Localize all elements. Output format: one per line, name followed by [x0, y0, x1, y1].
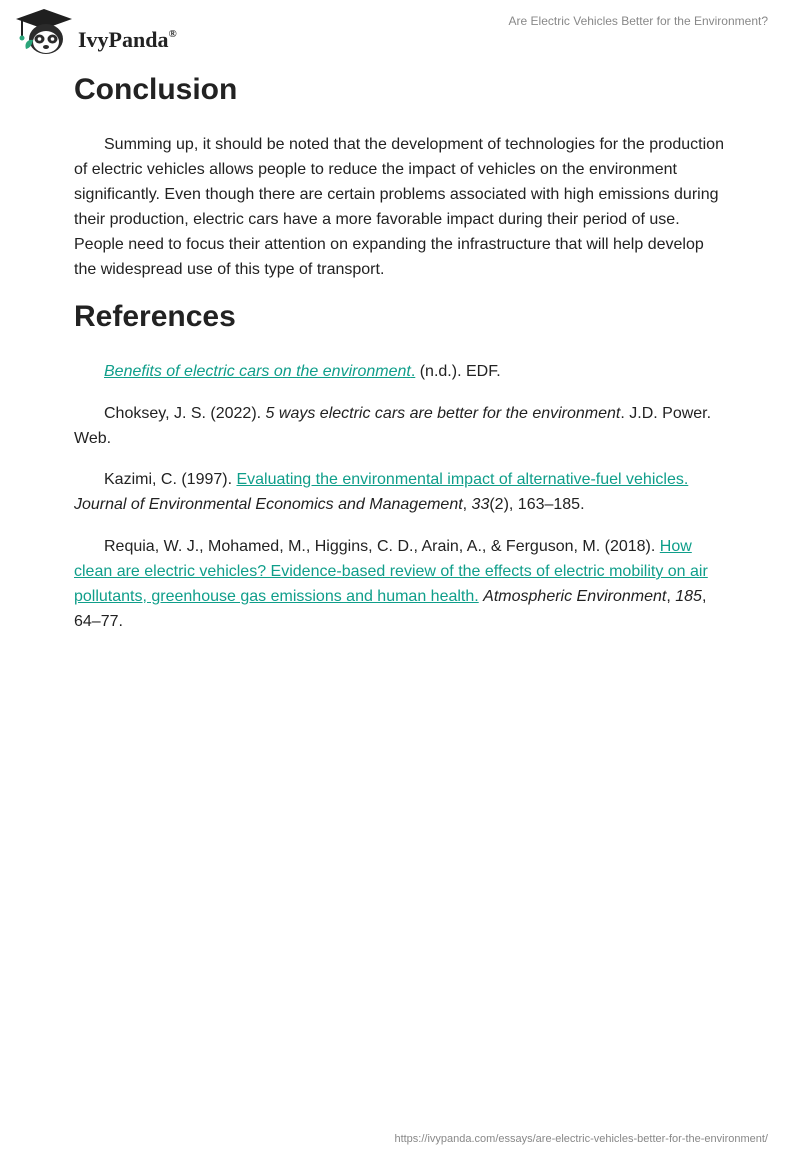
conclusion-paragraph: Summing up, it should be noted that the development of technologies for the production of electric vehicles allows people to reduce the impact of vehicles on the environment significantly. Even though there are certain problems associated with high emissions during their production, electric cars have a more favorable impact during their period of use. People need to focus their attention on expanding the infrastructure that will help develop the widespread use of this type of transport. — [74, 136, 724, 278]
panda-icon — [14, 7, 74, 57]
reference-item: Kazimi, C. (1997). Evaluating the environmental impact of alternative-fuel vehicles. Journal of Environmental Economics and Management, 33(2), 163–185. — [74, 471, 689, 513]
references-heading: References — [74, 300, 236, 333]
reference-item: Benefits of electric cars on the environment. (n.d.). EDF. — [104, 363, 501, 380]
ivypanda-logo[interactable] — [14, 7, 204, 57]
page-header — [0, 0, 800, 60]
reference-title: 5 ways electric cars are better for the environment — [265, 405, 621, 422]
reference-item: Requia, W. J., Mohamed, M., Higgins, C. D., Arain, A., & Ferguson, M. (2018). How clean are electric vehicles? Evidence-based review of the effects of electric mobility on air pollutants, greenhouse gas emissions and human health. Atmospheric Environment, 185, 64–77. — [74, 538, 708, 630]
journal-volume: 185 — [675, 588, 702, 605]
journal-volume: 33 — [471, 496, 490, 513]
reference-link[interactable]: Benefits of electric cars on the environment. — [104, 363, 416, 380]
journal-name: Atmospheric Environment — [483, 588, 667, 605]
document-title: Are Electric Vehicles Better for the Environment? — [508, 14, 768, 28]
reference-link[interactable]: How clean are electric vehicles? Evidence-based review of the effects of electric mobility on air pollutants, greenhouse gas emissions and human health. — [74, 538, 708, 605]
journal-name: Journal of Environmental Economics and Management — [74, 496, 463, 513]
reference-item: Choksey, J. S. (2022). 5 ways electric cars are better for the environment. J.D. Power. Web. — [74, 405, 712, 447]
brand-name: IvyPanda® — [78, 27, 177, 52]
registered-mark: ® — [168, 27, 177, 40]
conclusion-heading: Conclusion — [74, 73, 238, 106]
footer-url[interactable]: https://ivypanda.com/essays/are-electric-vehicles-better-for-the-environment/ — [394, 1133, 768, 1145]
reference-link[interactable]: Evaluating the environmental impact of alternative-fuel vehicles. — [236, 471, 689, 488]
